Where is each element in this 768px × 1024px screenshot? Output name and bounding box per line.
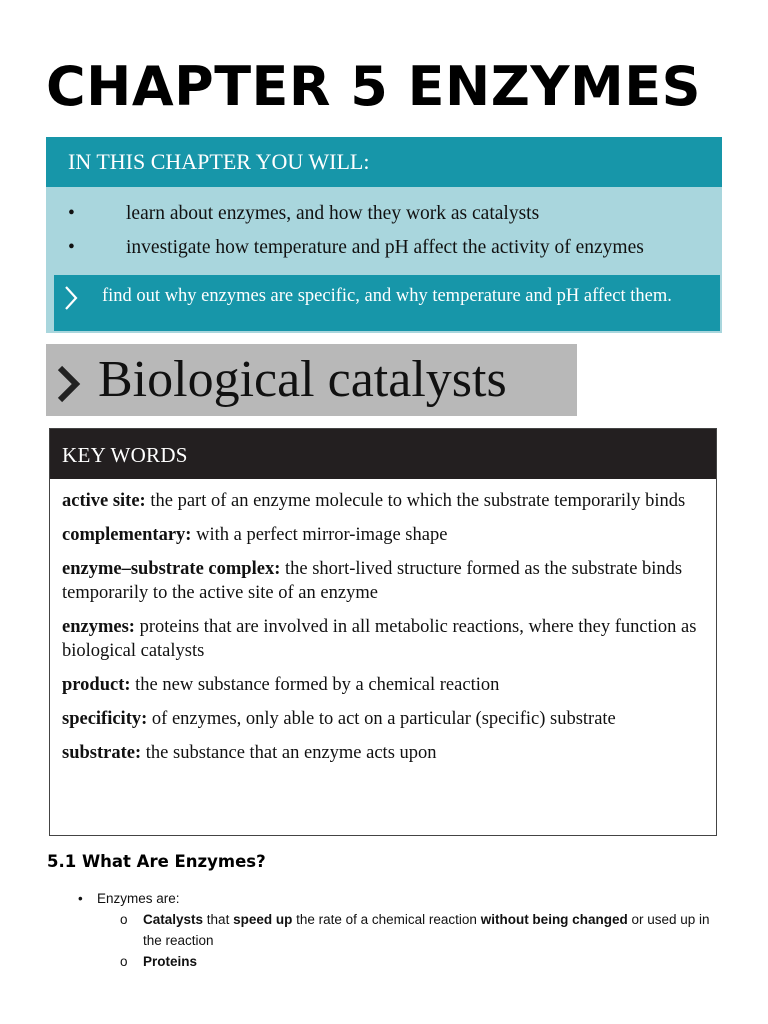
objective-item xyxy=(46,231,722,265)
chapter-objectives-header: IN THIS CHAPTER YOU WILL: xyxy=(46,137,722,187)
key-word-definition: proteins that are involved in all metabolic reactions, where they function as biological catalysts xyxy=(62,617,697,661)
key-word-term: substrate: xyxy=(62,743,142,763)
key-word-definition: the new substance formed by a chemical reaction xyxy=(135,675,500,695)
key-word-definition: the substance that an enzyme acts upon xyxy=(145,743,437,763)
notes-list xyxy=(78,889,728,972)
note-text: Enzymes are: xyxy=(97,891,180,906)
key-word-item xyxy=(62,615,704,663)
section-heading-text: Biological catalysts xyxy=(98,351,507,408)
note-text: Catalysts that speed up the rate of a chemical reaction without being changed or used up in the reaction xyxy=(143,912,710,948)
extension-objective xyxy=(54,275,720,331)
key-word-term: enzymes: xyxy=(62,617,135,637)
chapter-objectives-list xyxy=(46,187,722,265)
key-word-term: specificity: xyxy=(62,709,148,729)
objective-text: investigate how temperature and pH affect the activity of enzymes xyxy=(126,237,644,258)
key-word-definition: the part of an enzyme molecule to which the substrate temporarily binds xyxy=(150,491,686,511)
key-word-item xyxy=(62,707,704,731)
circle-bullet-icon: o xyxy=(120,912,128,927)
section-heading xyxy=(46,344,577,416)
key-words-box xyxy=(49,428,717,836)
bullet-icon: • xyxy=(78,891,83,906)
list-item xyxy=(78,909,728,951)
key-word-item xyxy=(62,523,704,547)
key-word-definition: with a perfect mirror-image shape xyxy=(196,525,448,545)
key-word-term: complementary: xyxy=(62,525,192,545)
key-words-list xyxy=(50,479,716,765)
key-word-item xyxy=(62,557,704,605)
chevron-right-icon xyxy=(50,352,86,420)
key-word-item xyxy=(62,741,704,765)
extension-text: find out why enzymes are specific, and why temperature and pH affect them. xyxy=(102,286,672,306)
bullet-icon: • xyxy=(68,237,75,258)
chevron-right-icon xyxy=(62,283,80,319)
key-word-item xyxy=(62,489,704,513)
list-item xyxy=(78,889,728,909)
key-word-definition: of enzymes, only able to act on a particular (specific) substrate xyxy=(151,709,616,729)
chapter-title: CHAPTER 5 ENZYMES xyxy=(46,55,702,118)
key-word-term: product: xyxy=(62,675,131,695)
key-word-definition: the short-lived structure formed as the substrate binds temporarily to the active site of an enzyme xyxy=(62,559,683,603)
key-words-header: KEY WORDS xyxy=(50,429,716,479)
bullet-icon: • xyxy=(68,203,75,224)
subsection-heading: 5.1 What Are Enzymes? xyxy=(47,852,266,871)
objective-item xyxy=(46,197,722,231)
key-word-term: active site: xyxy=(62,491,146,511)
list-item xyxy=(78,951,728,972)
circle-bullet-icon: o xyxy=(120,954,128,969)
note-text: Proteins xyxy=(143,954,198,969)
chapter-objectives-box xyxy=(46,137,722,333)
objective-text: learn about enzymes, and how they work as catalysts xyxy=(126,203,540,224)
key-word-item xyxy=(62,673,704,697)
key-word-term: enzyme–substrate complex: xyxy=(62,559,281,579)
